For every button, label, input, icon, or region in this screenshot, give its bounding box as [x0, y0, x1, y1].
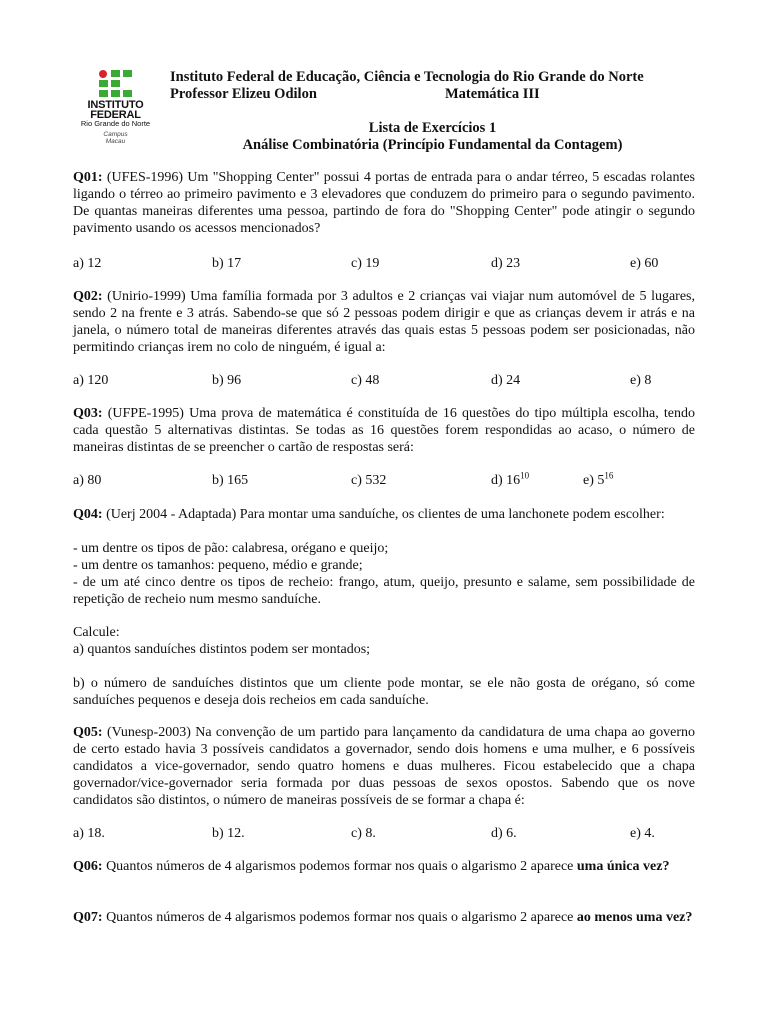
- question-7-emphasis: ao menos uma vez?: [576, 910, 693, 925]
- option-b: b) 165: [212, 473, 249, 488]
- option-c: c) 48: [351, 373, 380, 388]
- logo-campus-city: Macau: [105, 138, 126, 145]
- question-4-item-filling: - de um até cinco dentre os tipos de recheio: frango, atum, queijo, presunto e salame, sem possibilidade de repetição de recheio num mesmo sanduíche.: [73, 575, 695, 607]
- option-d-base: d) 16: [491, 473, 521, 488]
- question-7-label: Q07:: [73, 910, 103, 925]
- logo-grid-icon: [99, 70, 133, 98]
- question-4-part-b: b) o número de sanduíches distintos que um cliente pode montar, se ele não gosta de orégano, só come sanduíches pequenos e deseja dois recheios em cada sanduíche.: [73, 676, 695, 708]
- question-2: [73, 288, 695, 356]
- list-title: Lista de Exercícios 1: [368, 120, 497, 136]
- institution-logo: [73, 68, 158, 152]
- subject-name: Matemática III: [445, 86, 540, 102]
- option-b: b) 12.: [212, 826, 245, 841]
- option-d: [491, 472, 529, 489]
- option-a: a) 18.: [73, 826, 105, 841]
- option-e: [583, 472, 613, 489]
- question-6-text: Quantos números de 4 algarismos podemos formar nos quais o algarismo 2 aparece: [106, 859, 574, 874]
- question-7-text: Quantos números de 4 algarismos podemos formar nos quais o algarismo 2 aparece: [106, 910, 574, 925]
- logo-campus-label: Campus: [103, 131, 128, 138]
- question-2-label: Q02:: [73, 289, 103, 304]
- institution-name: Instituto Federal de Educação, Ciência e Tecnologia do Rio Grande do Norte: [170, 69, 644, 85]
- logo-state: Rio Grande do Norte: [80, 119, 151, 128]
- logo-campus: [73, 131, 158, 145]
- option-e: e) 60: [630, 256, 659, 271]
- option-e: e) 8: [630, 373, 652, 388]
- question-3: [73, 405, 695, 456]
- list-subtitle: Análise Combinatória (Princípio Fundamental da Contagem): [242, 137, 623, 153]
- option-e: e) 4.: [630, 826, 655, 841]
- question-4: [73, 506, 695, 523]
- question-7: [73, 909, 695, 926]
- logo-name: INSTITUTO FEDERAL: [87, 99, 144, 121]
- question-2-text: (Unirio-1999) Uma família formada por 3 adultos e 2 crianças vai viajar num automóvel de 5 lugares, sendo 2 na frente e 3 atrás. Sabendo-se que só 2 pessoas podem dirigir e que as crianças devem ir atrás e na janela, o número total de maneiras diferentes através das quais estas 5 pessoas podem ser posicionadas, não permitindo crianças irem no colo de ninguém, é igual a:: [73, 289, 696, 355]
- option-a: a) 120: [73, 373, 109, 388]
- question-4-item-size: - um dentre os tamanhos: pequeno, médio e grande;: [73, 558, 363, 573]
- question-6-label: Q06:: [73, 859, 103, 874]
- option-e-base: e) 5: [583, 473, 605, 488]
- question-1-text: (UFES-1996) Um "Shopping Center" possui 4 portas de entrada para o andar térreo, 5 escadas rolantes ligando o térreo ao primeiro pavimento e 3 elevadores que conduzem do primeiro para o segundo pavimento. De quantas maneiras diferentes uma pessoa, partindo de fora do "Shopping Center" pode atingir o segundo pavimento usando os acessos mencionados?: [73, 170, 695, 236]
- question-4-item-bread: - um dentre os tipos de pão: calabresa, orégano e queijo;: [73, 541, 389, 556]
- option-a: a) 80: [73, 473, 102, 488]
- question-3-label: Q03:: [73, 406, 103, 421]
- question-6: [73, 858, 695, 875]
- option-d: d) 6.: [491, 826, 517, 841]
- question-4-calc: Calcule:: [73, 625, 120, 640]
- option-c: c) 8.: [351, 826, 376, 841]
- question-5: [73, 724, 695, 809]
- option-d: d) 23: [491, 256, 521, 271]
- option-a: a) 12: [73, 256, 102, 271]
- question-1: [73, 169, 695, 237]
- option-c: c) 19: [351, 256, 380, 271]
- professor-name: Professor Elizeu Odilon: [170, 86, 317, 102]
- option-c: c) 532: [351, 473, 387, 488]
- question-6-emphasis: uma única vez?: [576, 859, 670, 874]
- question-4-text: (Uerj 2004 - Adaptada) Para montar uma sanduíche, os clientes de uma lanchonete podem escolher:: [106, 507, 665, 522]
- question-1-label: Q01:: [73, 170, 103, 185]
- question-4-part-a: a) quantos sanduíches distintos podem ser montados;: [73, 642, 371, 657]
- question-3-text: (UFPE-1995) Uma prova de matemática é constituída de 16 questões do tipo múltipla escolha, tendo cada questão 5 alternativas distintas. Se todas as 16 questões forem respondidas ao acaso, o número de maneiras distintas de se preencher o cartão de respostas será:: [73, 406, 695, 455]
- question-5-label: Q05:: [73, 725, 103, 740]
- question-5-text: (Vunesp-2003) Na convenção de um partido para lançamento da candidatura de uma chapa ao governo de certo estado havia 3 possíveis candidatos a governador, sendo dois homens e uma mulher, e 6 possíveis candidatos a vice-governador, sendo quatro homens e duas mulheres. Ficou estabelecido que a chapa governador/vice-governador seria formada por duas pessoas de sexos opostos. Sabendo que os nove candidatos são distintos, o número de maneiras possíveis de se formar a chapa é:: [73, 725, 696, 808]
- option-b: b) 96: [212, 373, 242, 388]
- option-b: b) 17: [212, 256, 242, 271]
- option-e-exponent: 16: [604, 470, 614, 481]
- option-d-exponent: 10: [520, 470, 530, 481]
- option-d: d) 24: [491, 373, 521, 388]
- question-4-label: Q04:: [73, 507, 103, 522]
